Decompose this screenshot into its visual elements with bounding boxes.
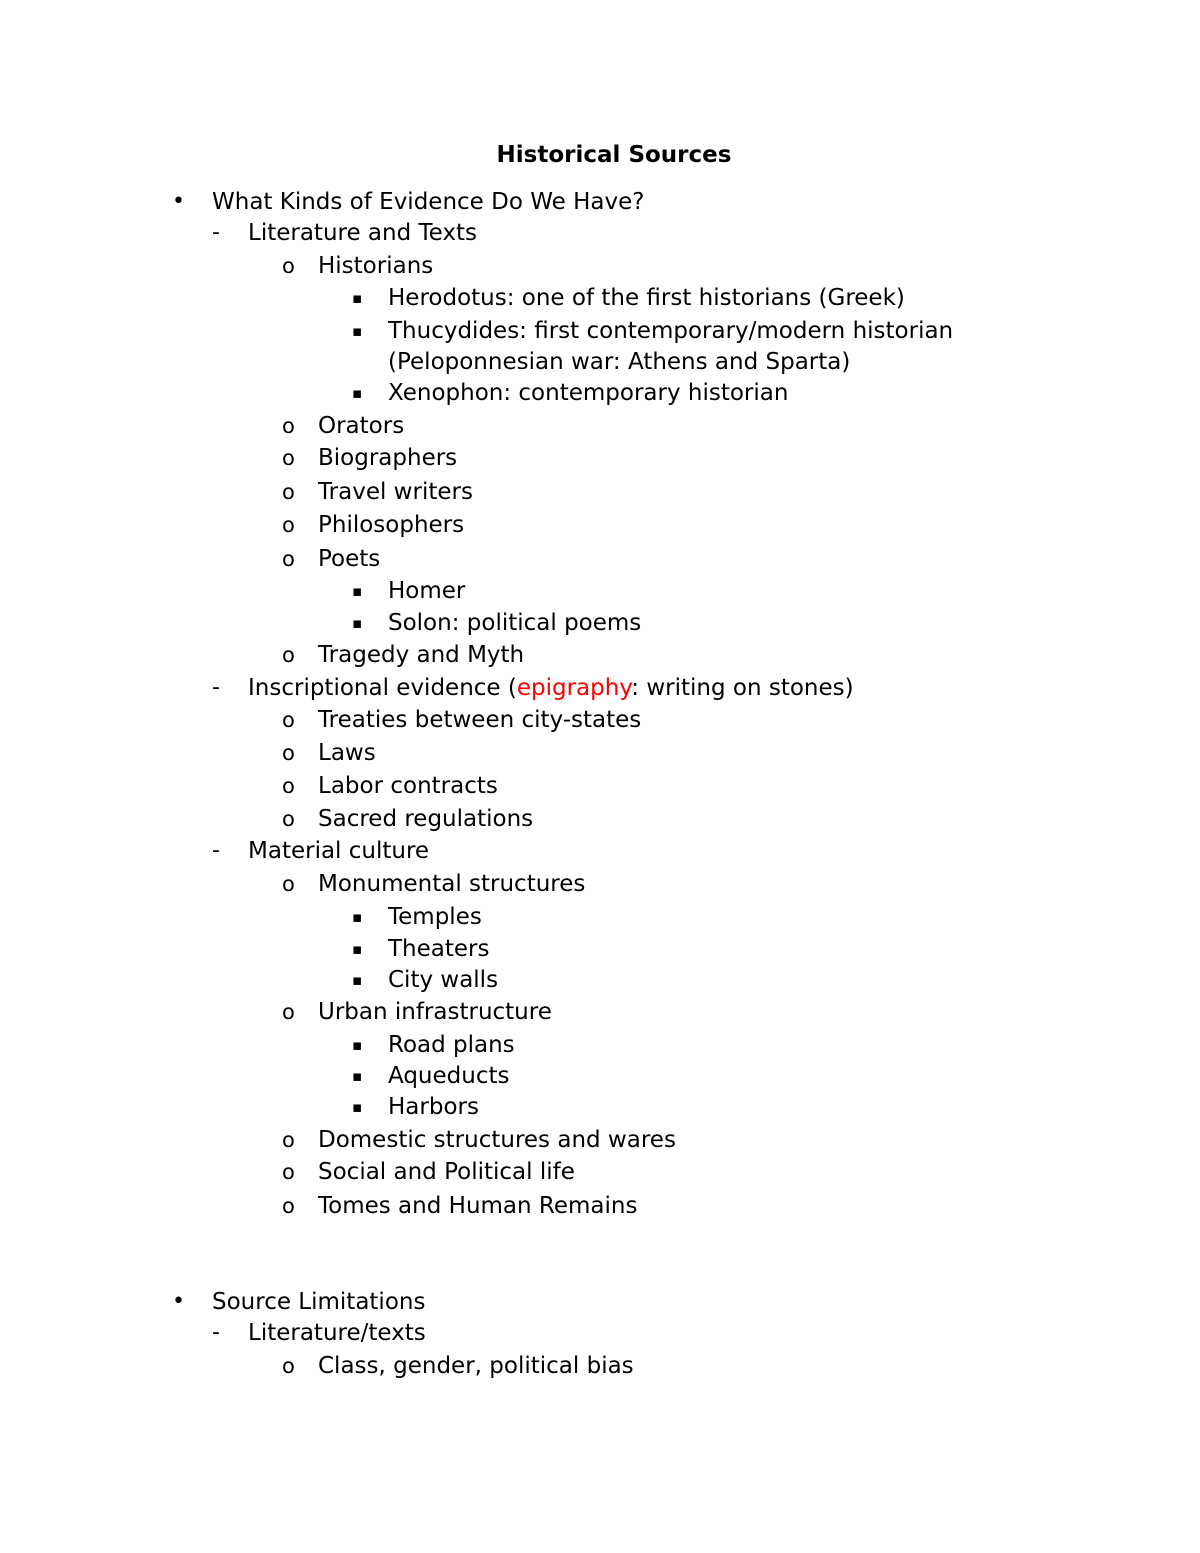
circle-bullet-icon: o xyxy=(282,513,295,537)
circle-bullet-icon: o xyxy=(282,708,295,732)
list-item-level-3: Travel writers xyxy=(318,479,473,505)
circle-bullet-icon: o xyxy=(282,1160,295,1184)
square-bullet-icon: ▪ xyxy=(352,940,363,958)
square-bullet-icon: ▪ xyxy=(352,1067,363,1085)
document-title: Historical Sources xyxy=(496,142,732,168)
list-item-level-2: Literature/texts xyxy=(248,1320,426,1346)
circle-bullet-icon: o xyxy=(282,254,295,278)
circle-bullet-icon: o xyxy=(282,774,295,798)
list-item-level-4: Harbors xyxy=(388,1094,479,1120)
list-item-level-3: Sacred regulations xyxy=(318,806,534,832)
list-item-text-after: : writing on stones) xyxy=(631,675,854,701)
circle-bullet-icon: o xyxy=(282,1128,295,1152)
dash-bullet-icon: - xyxy=(212,220,220,245)
list-item-level-3: Biographers xyxy=(318,445,458,471)
circle-bullet-icon: o xyxy=(282,1194,295,1218)
list-item-level-4: Herodotus: one of the first historians (Greek) xyxy=(388,285,905,311)
list-item-level-3: Poets xyxy=(318,546,381,572)
list-item-level-4: Xenophon: contemporary historian xyxy=(388,380,789,406)
circle-bullet-icon: o xyxy=(282,414,295,438)
list-item-level-4: Aqueducts xyxy=(388,1063,510,1089)
circle-bullet-icon: o xyxy=(282,480,295,504)
square-bullet-icon: ▪ xyxy=(352,908,363,926)
circle-bullet-icon: o xyxy=(282,741,295,765)
list-item-level-3: Laws xyxy=(318,740,376,766)
dash-bullet-icon: - xyxy=(212,1320,220,1345)
circle-bullet-icon: o xyxy=(282,547,295,571)
highlighted-term: epigraphy xyxy=(516,675,632,701)
list-item-level-4: Temples xyxy=(388,904,482,930)
square-bullet-icon: ▪ xyxy=(352,582,363,600)
list-item-level-4: Road plans xyxy=(388,1032,515,1058)
list-item-level-3: Labor contracts xyxy=(318,773,498,799)
list-item-text-before: Inscriptional evidence ( xyxy=(248,675,517,701)
circle-bullet-icon: o xyxy=(282,446,295,470)
list-item-level-3: Urban infrastructure xyxy=(318,999,552,1025)
square-bullet-icon: ▪ xyxy=(352,289,363,307)
dash-bullet-icon: - xyxy=(212,675,220,700)
square-bullet-icon: ▪ xyxy=(352,614,363,632)
list-item-level-3: Social and Political life xyxy=(318,1159,575,1185)
circle-bullet-icon: o xyxy=(282,1354,295,1378)
square-bullet-icon: ▪ xyxy=(352,322,363,340)
list-item-level-3: Orators xyxy=(318,413,405,439)
list-item-level-4: Theaters xyxy=(388,936,490,962)
dash-bullet-icon: - xyxy=(212,838,220,863)
list-item-level-2: Material culture xyxy=(248,838,430,864)
square-bullet-icon: ▪ xyxy=(352,384,363,402)
list-item-level-3: Class, gender, political bias xyxy=(318,1353,634,1379)
list-item-level-3: Tomes and Human Remains xyxy=(318,1193,638,1219)
list-item-level-3: Philosophers xyxy=(318,512,465,538)
disc-bullet-icon: • xyxy=(172,1289,185,1314)
square-bullet-icon: ▪ xyxy=(352,1036,363,1054)
list-item-level-3: Domestic structures and wares xyxy=(318,1127,676,1153)
square-bullet-icon: ▪ xyxy=(352,971,363,989)
list-item-level-2: Literature and Texts xyxy=(248,220,478,246)
list-item-continuation: (Peloponnesian war: Athens and Sparta) xyxy=(388,349,851,375)
list-item-level-1: Source Limitations xyxy=(212,1289,426,1315)
list-item-level-2 xyxy=(248,673,854,703)
disc-bullet-icon: • xyxy=(172,189,185,214)
circle-bullet-icon: o xyxy=(282,807,295,831)
circle-bullet-icon: o xyxy=(282,643,295,667)
circle-bullet-icon: o xyxy=(282,1000,295,1024)
list-item-level-3: Treaties between city-states xyxy=(318,707,642,733)
list-item-level-3: Monumental structures xyxy=(318,871,586,897)
square-bullet-icon: ▪ xyxy=(352,1098,363,1116)
list-item-level-4: Homer xyxy=(388,578,466,604)
circle-bullet-icon: o xyxy=(282,872,295,896)
list-item-level-4: Solon: political poems xyxy=(388,610,642,636)
list-item-level-3: Historians xyxy=(318,253,434,279)
list-item-level-4: City walls xyxy=(388,967,499,993)
list-item-level-4: Thucydides: first contemporary/modern historian xyxy=(388,318,954,344)
list-item-level-1: What Kinds of Evidence Do We Have? xyxy=(212,189,645,215)
list-item-level-3: Tragedy and Myth xyxy=(318,642,525,668)
